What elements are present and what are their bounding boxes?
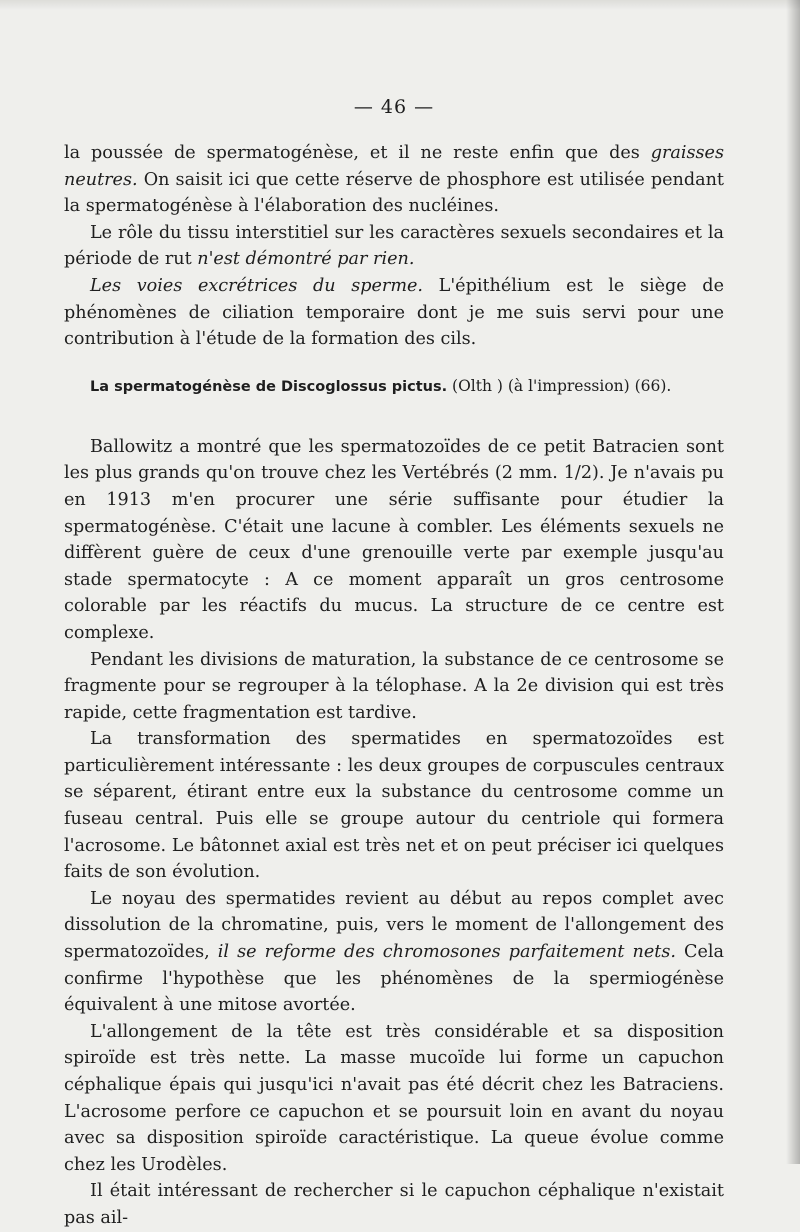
paragraph-tissu-interstitiel <box>64 220 724 273</box>
paragraph-transformation-spermatides: La transformation des spermatides en spermatozoïdes est particulièrement intéressante : les deux groupes de corpuscules centraux se séparent, étirant entre eux la substance du centrosome comme un fuseau central. Puis elle se groupe autour du centriole qui formera l'acrosome. Le bâtonnet axial est très net et on peut préciser ici quelques faits de son évolution. <box>64 729 724 883</box>
document-page <box>64 96 724 1232</box>
section-heading-reference: (Olth ) (à l'impression) (66). <box>447 376 672 395</box>
paragraph-phosphore-text-2: On saisit ici que cette réserve de phosphore est utilisée pendant la spermatogénèse à l'élaboration des nucléines. <box>64 169 724 217</box>
paragraph-noyau-text-2: Cela confirme l'hypothèse que les phénomènes de la spermiogénèse équivalent à une mitose avortée. <box>64 942 724 1016</box>
paragraph-noyau-text-1: Le noyau des spermatides revient au début au repos complet avec dissolution de la chromatine, puis, vers le moment de l'allongement des spermatozoïdes, <box>64 888 724 963</box>
paragraph-tissu-text: Le rôle du tissu interstitiel sur les caractères sexuels secondaires et la période de rut <box>64 222 724 270</box>
page-number: — 46 — <box>353 96 435 118</box>
paragraph-noyau-emphasis: il se reforme des chromosones parfaitement nets. <box>217 942 676 963</box>
paragraph-voies-title: Les voies excrétrices du sperme. <box>90 275 424 296</box>
paragraph-noyau-spermatides <box>64 886 724 1019</box>
page-edge-shadow-right <box>786 0 800 1164</box>
section-heading-title: La spermatogénèse de Discoglossus pictus. <box>90 378 448 395</box>
paragraph-ballowitz: Ballowitz a montré que les spermatozoïdes de ce petit Batracien sont les plus grands qu'on trouve chez les Vertébrés (2 mm. 1/2). Je n'avais pu en 1913 m'en procurer une série suffisante pour étudier la spermatogénèse. C'était une lacune à combler. Les éléments sexuels ne diffèrent guère de ceux d'une grenouille verte par exemple jusqu'au stade spermatocyte : A ce moment apparaît un gros centrosome colorable par les réactifs du mucus. La structure de ce centre est complexe. <box>64 436 724 643</box>
paragraph-phosphore-text-1: la poussée de spermatogénèse, et il ne reste enfin que des <box>64 143 651 163</box>
paragraph-allongement-tete: L'allongement de la tête est très considérable et sa disposition spiroïde est très nette. La masse mucoïde lui forme un capuchon céphalique épais qui jusqu'ici n'avait pas été décrit chez les Batraciens. L'acrosome perfore ce capuchon et se poursuit loin en avant du noyau avec sa disposition spiroïde caractéristique. La queue évolue comme chez les Urodèles. <box>64 1021 724 1175</box>
paragraph-tissu-emphasis: n'est démontré par rien. <box>197 249 415 270</box>
paragraph-divisions-maturation: Pendant les divisions de maturation, la substance de ce centrosome se fragmente pour se regrouper à la télophase. A la 2e division qui est très rapide, cette fragmentation est tardive. <box>64 649 724 723</box>
section-heading <box>64 373 724 400</box>
paragraph-capuchon-cephalique: Il était intéressant de rechercher si le capuchon céphalique n'existait pas ail- <box>64 1181 724 1228</box>
paragraph-phosphore-emphasis: graisses neutres. <box>64 143 724 190</box>
paragraph-voies-text: L'épithélium est le siège de phénomènes de ciliation temporaire dont je me suis servi pour une contribution à l'étude de la formation des cils. <box>64 275 724 350</box>
paragraph-phosphore <box>64 140 724 220</box>
page-edge-shadow-top <box>0 0 800 10</box>
paragraph-voies-excretrices <box>64 273 724 353</box>
